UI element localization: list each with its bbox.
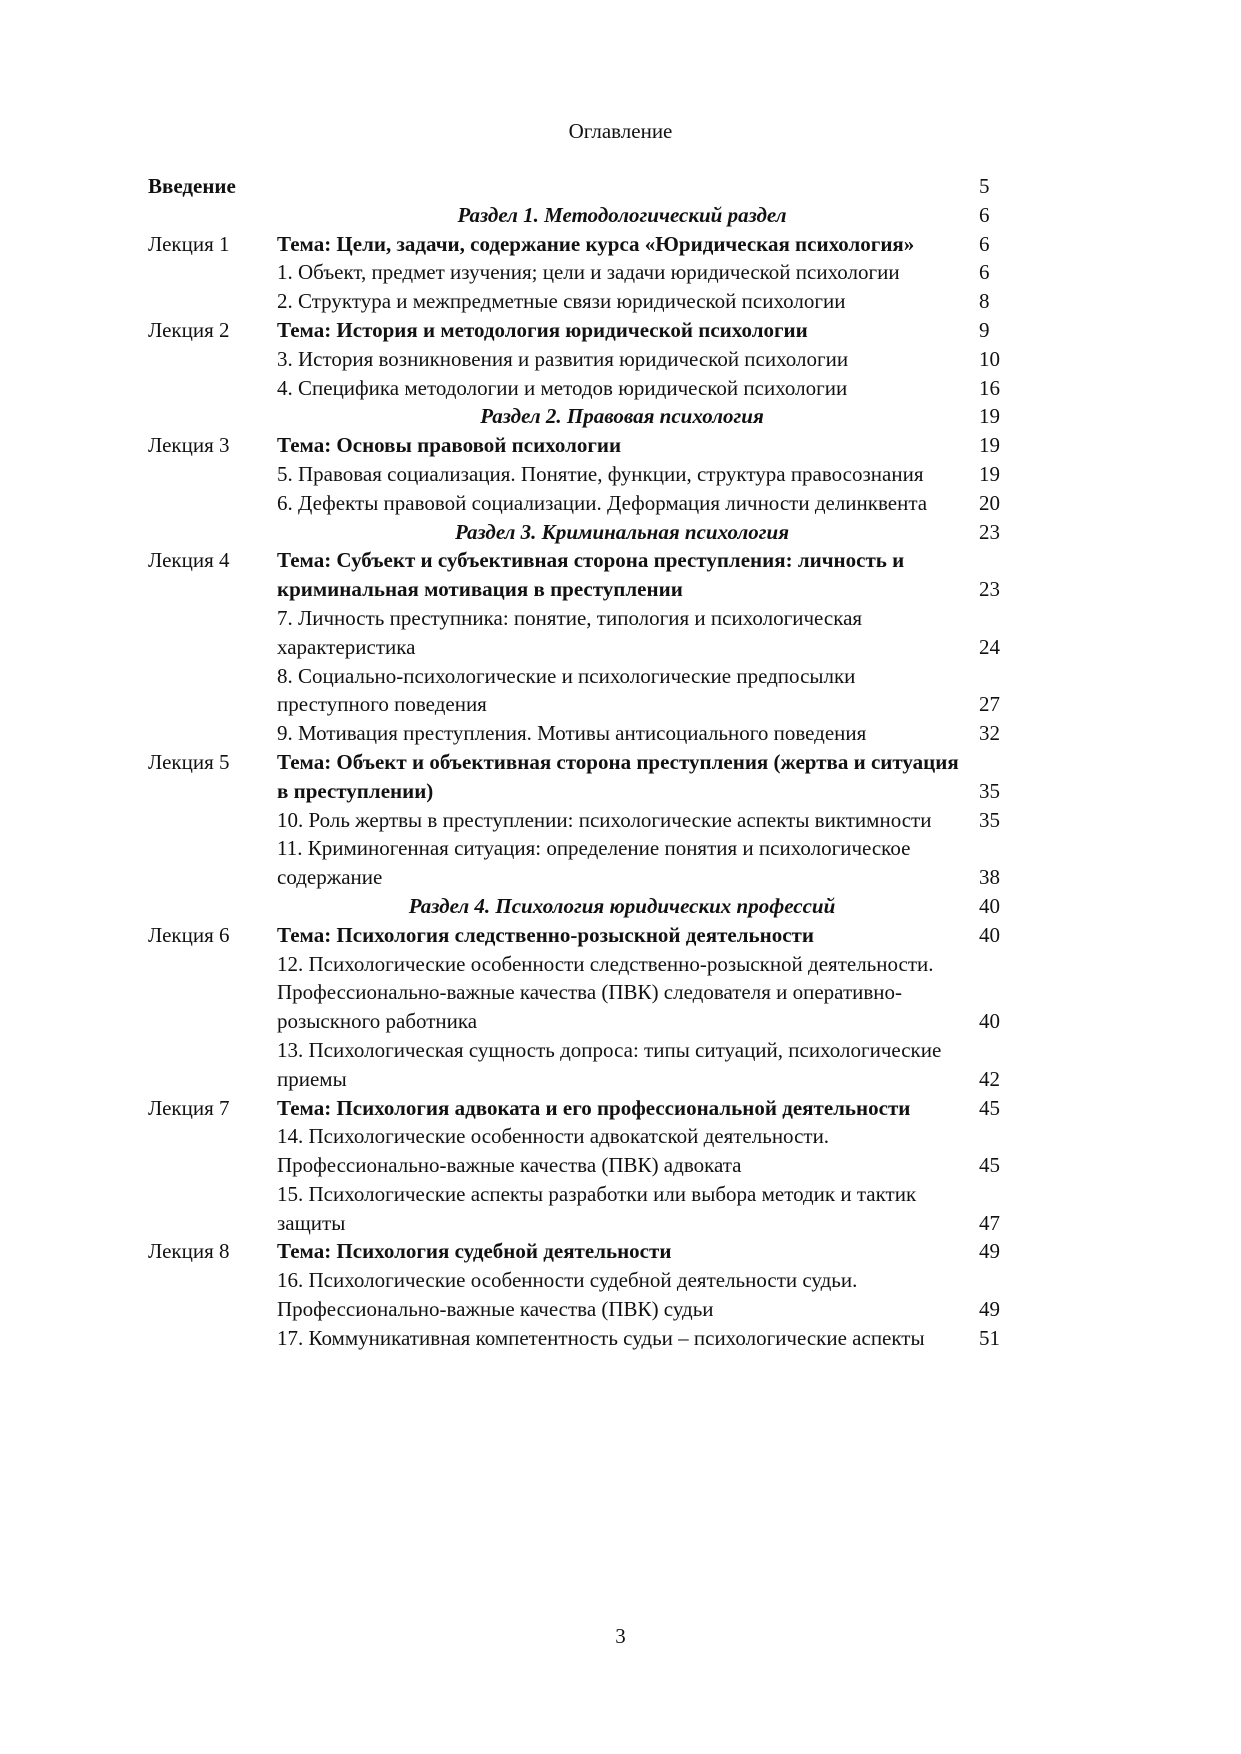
toc-page-number: 16 (979, 375, 1000, 400)
page-number: 3 (615, 1624, 626, 1648)
toc-row-section[interactable] (148, 201, 1038, 230)
toc-page-number: 19 (979, 461, 1000, 486)
toc-lecture-label: Лекция 3 (148, 433, 230, 458)
toc-row-lecture[interactable] (148, 921, 1038, 950)
toc-section-title: Раздел 4. Психология юридических профессий (408, 893, 836, 918)
toc-topic-title: 15. Психологические аспекты разработки или выбора методик и тактик защиты (277, 1181, 917, 1235)
toc-lecture-title: Тема: История и методология юридической психологии (277, 317, 808, 342)
toc-topic-title: 1. Объект, предмет изучения; цели и задачи юридической психологии (277, 260, 900, 285)
toc-row-lecture[interactable] (148, 316, 1038, 345)
toc-topic-title: 10. Роль жертвы в преступлении: психологические аспекты виктимности (277, 807, 932, 832)
toc-page-number: 20 (979, 490, 1000, 515)
toc-topic-title: 3. История возникновения и развития юридической психологии (277, 346, 849, 371)
toc-row-topic[interactable] (148, 1324, 1038, 1353)
toc-topic-title: 14. Психологические особенности адвокатской деятельности. Профессионально-важные качества (ПВК) адвоката (277, 1124, 830, 1178)
toc-lecture-title: Тема: Психология судебной деятельности (277, 1239, 672, 1264)
toc-row-topic[interactable] (148, 806, 1038, 835)
toc-row-section[interactable] (148, 518, 1038, 547)
toc-topic-title: 9. Мотивация преступления. Мотивы антисоциального поведения (277, 721, 867, 746)
toc-page-number: 9 (979, 317, 990, 342)
toc-page-number: 5 (979, 174, 990, 198)
toc-row-topic[interactable] (148, 345, 1038, 374)
toc-page-number: 49 (979, 1297, 1000, 1322)
toc-section-title: Раздел 2. Правовая психология (480, 404, 764, 429)
toc-row-lecture[interactable] (148, 230, 1038, 259)
toc-page-number: 6 (979, 260, 990, 285)
toc-page-number: 6 (979, 231, 990, 256)
toc-page-number: 49 (979, 1239, 1000, 1264)
toc-topic-title: 11. Криминогенная ситуация: определение понятия и психологическое содержание (277, 836, 911, 890)
toc-row-topic[interactable] (148, 287, 1038, 316)
toc-page-number: 19 (979, 433, 1000, 458)
toc-row-topic[interactable] (148, 1266, 1038, 1324)
toc-topic-title: 4. Специфика методологии и методов юридической психологии (277, 375, 848, 400)
toc-row-topic[interactable] (148, 258, 1038, 287)
toc-section-title: Раздел 1. Методологический раздел (457, 202, 787, 227)
toc-row-topic[interactable] (148, 374, 1038, 403)
toc-row-lecture[interactable] (148, 1094, 1038, 1123)
toc-topic-title: 5. Правовая социализация. Понятие, функции, структура правосознания (277, 461, 924, 486)
toc-row-topic[interactable] (148, 950, 1038, 1036)
toc-section-title: Раздел 3. Криминальная психология (454, 519, 790, 544)
toc-page-number: 47 (979, 1210, 1000, 1235)
toc-lecture-label: Лекция 6 (148, 922, 230, 947)
toc-topic-title: 17. Коммуникативная компетентность судьи – психологические аспекты (277, 1325, 925, 1350)
toc-row-topic[interactable] (148, 834, 1038, 892)
table-of-contents (148, 172, 1038, 1353)
toc-lecture-title: Тема: Субъект и субъективная сторона преступления: личность и криминальная мотивация в преступлении (277, 548, 905, 602)
toc-topic-title: 2. Структура и межпредметные связи юридической психологии (277, 289, 846, 314)
toc-page-number: 6 (979, 202, 990, 227)
toc-page-number: 45 (979, 1095, 1000, 1120)
toc-row-topic[interactable] (148, 1036, 1038, 1094)
toc-page-number: 42 (979, 1066, 1000, 1091)
toc-page-number: 23 (979, 519, 1000, 544)
toc-page-number: 10 (979, 346, 1000, 371)
toc-topic-title: 12. Психологические особенности следственно-розыскной деятельности. Профессионально-важные качества (ПВК) следователя и оперативно-розыскного работника (277, 951, 934, 1034)
toc-label: Введение (148, 174, 236, 198)
toc-page-number: 19 (979, 404, 1000, 429)
toc-topic-title: 6. Дефекты правовой социализации. Деформация личности делинквента (277, 490, 928, 515)
toc-topic-title: 16. Психологические особенности судебной деятельности судьи. Профессионально-важные качества (ПВК) судьи (277, 1268, 858, 1322)
toc-page-number: 45 (979, 1153, 1000, 1178)
toc-row-lecture[interactable] (148, 1237, 1038, 1266)
toc-page-number: 24 (979, 634, 1000, 659)
toc-row-topic[interactable] (148, 719, 1038, 748)
toc-row-topic[interactable] (148, 1180, 1038, 1238)
toc-row-lecture[interactable] (148, 546, 1038, 604)
toc-row-section[interactable] (148, 402, 1038, 431)
toc-lecture-title: Тема: Психология следственно-розыскной деятельности (277, 922, 814, 947)
toc-row-topic[interactable] (148, 1122, 1038, 1180)
toc-lecture-title: Тема: Цели, задачи, содержание курса «Юридическая психология» (277, 231, 915, 256)
toc-lecture-title: Тема: Объект и объективная сторона преступления (жертва и ситуация в преступлении) (277, 749, 959, 803)
toc-row-intro[interactable] (148, 172, 1038, 201)
toc-page-number: 8 (979, 289, 990, 314)
toc-page-number: 32 (979, 721, 1000, 746)
toc-row-topic[interactable] (148, 604, 1038, 662)
toc-lecture-label: Лекция 2 (148, 317, 230, 342)
toc-lecture-label: Лекция 4 (148, 548, 230, 573)
toc-page-number: 35 (979, 778, 1000, 803)
toc-topic-title: 7. Личность преступника: понятие, типология и психологическая характеристика (277, 605, 863, 659)
toc-page-number: 23 (979, 577, 1000, 602)
toc-page-number: 27 (979, 692, 1000, 717)
toc-lecture-label: Лекция 1 (148, 231, 230, 256)
toc-page-number: 40 (979, 893, 1000, 918)
toc-topic-title: 8. Социально-психологические и психологические предпосылки преступного поведения (277, 663, 856, 717)
toc-lecture-title: Тема: Основы правовой психологии (277, 433, 622, 458)
toc-row-lecture[interactable] (148, 431, 1038, 460)
toc-lecture-label: Лекция 7 (148, 1095, 230, 1120)
toc-row-lecture[interactable] (148, 748, 1038, 806)
toc-lecture-label: Лекция 5 (148, 749, 230, 774)
toc-row-topic[interactable] (148, 662, 1038, 720)
toc-lecture-title: Тема: Психология адвоката и его профессиональной деятельности (277, 1095, 911, 1120)
toc-page-number: 51 (979, 1325, 1000, 1350)
toc-page-number: 38 (979, 865, 1000, 890)
toc-page-number: 35 (979, 807, 1000, 832)
toc-row-topic[interactable] (148, 460, 1038, 489)
toc-page-number: 40 (979, 1009, 1000, 1034)
page-title: Оглавление (568, 119, 673, 143)
toc-row-section[interactable] (148, 892, 1038, 921)
toc-lecture-label: Лекция 8 (148, 1239, 230, 1264)
toc-row-topic[interactable] (148, 489, 1038, 518)
toc-topic-title: 13. Психологическая сущность допроса: типы ситуаций, психологические приемы (277, 1037, 942, 1091)
toc-page-number: 40 (979, 922, 1000, 947)
